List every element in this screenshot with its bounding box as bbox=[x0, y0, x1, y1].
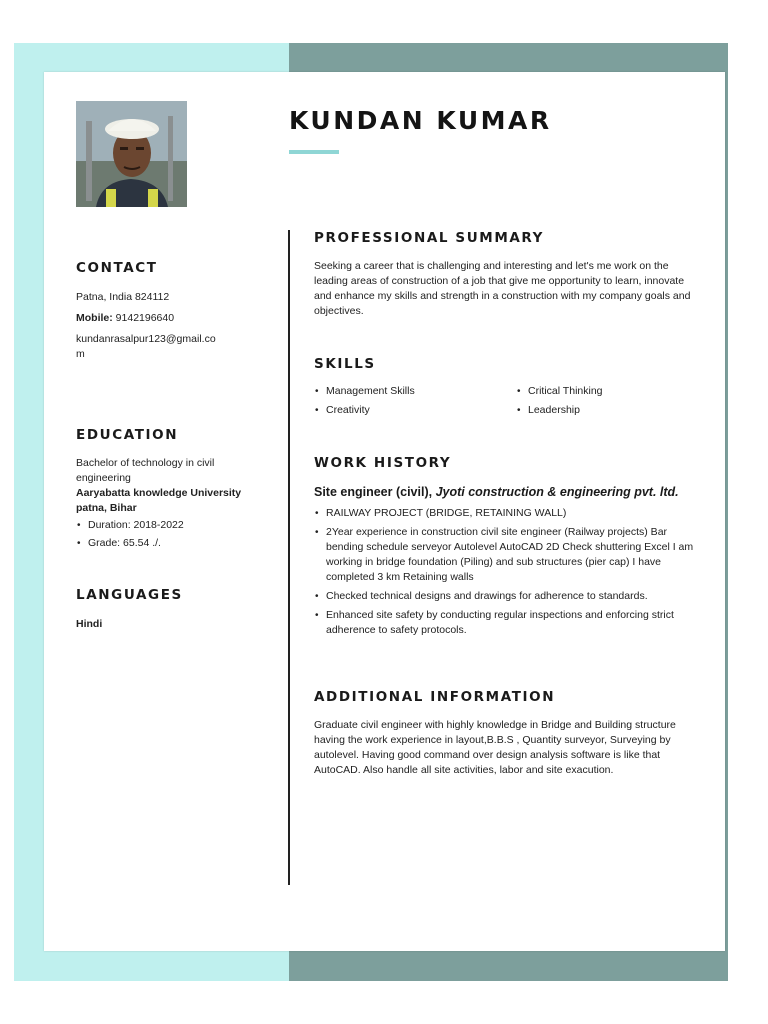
contact-heading: CONTACT bbox=[76, 260, 158, 276]
degree-line-1: Bachelor of technology in civil bbox=[76, 457, 215, 469]
work-bullet: • Checked technical designs and drawings for adherence to standards. bbox=[314, 589, 699, 604]
skill-item: • Leadership bbox=[516, 403, 686, 418]
skill-item: • Management Skills bbox=[314, 384, 516, 399]
skills-heading: SKILLS bbox=[314, 356, 376, 372]
column-divider bbox=[288, 230, 290, 885]
education-location: patna, Bihar bbox=[76, 502, 137, 514]
resume-sheet bbox=[44, 72, 725, 951]
work-history-heading: WORK HISTORY bbox=[314, 455, 452, 471]
candidate-name: KUNDAN KUMAR bbox=[289, 106, 552, 135]
languages-section bbox=[76, 587, 266, 632]
education-university: Aaryabatta knowledge University bbox=[76, 487, 242, 499]
additional-info-text: Graduate civil engineer with highly knowledge in Bridge and Building structure having the work experience in layout,B.B.S , Quantity surveyor, Surveying by autolevel. Having good command over design analysis software is like that AutoCAD. Also handle all site activities, labor and site exacution. bbox=[314, 719, 676, 776]
job-role: Site engineer (civil), bbox=[314, 485, 433, 499]
skills-section bbox=[314, 356, 699, 418]
profile-photo bbox=[76, 101, 187, 207]
contact-mobile bbox=[76, 311, 266, 326]
language-item: Hindi bbox=[76, 618, 103, 630]
education-duration: • Duration: 2018-2022 bbox=[76, 518, 266, 533]
work-bullet: • Enhanced site safety by conducting regular inspections and enforcing strict adherence to safety protocols. bbox=[314, 608, 699, 638]
mobile-number: 9142196640 bbox=[115, 312, 175, 324]
additional-info-section bbox=[314, 689, 699, 778]
mobile-label: Mobile: bbox=[76, 312, 113, 324]
contact-section bbox=[76, 260, 266, 362]
education-degree bbox=[76, 456, 266, 486]
education-section bbox=[76, 427, 266, 551]
additional-info-heading: ADDITIONAL INFORMATION bbox=[314, 689, 556, 705]
summary-section bbox=[314, 230, 699, 319]
skill-item: • Creativity bbox=[314, 403, 516, 418]
work-bullet: • 2Year experience in construction civil site engineer (Railway projects) Bar bending schedule serveyor Autolevel AutoCAD 2D Check shuttering Excel I am working in bridge foundation (Piling) and sub structures (pier cap) I have completed 3 km Retaining walls bbox=[314, 525, 699, 585]
work-history-section bbox=[314, 455, 699, 638]
email-line-2: m bbox=[76, 348, 85, 360]
name-accent-bar bbox=[289, 150, 339, 154]
work-bullets bbox=[314, 506, 699, 638]
summary-text: Seeking a career that is challenging and interesting and let's me work on the leading areas of construction of a job that give me opportunity to learn, innovate and enhance my skills and strength in a construction with my company goals and objectives. bbox=[314, 260, 691, 317]
languages-heading: LANGUAGES bbox=[76, 587, 183, 603]
education-heading: EDUCATION bbox=[76, 427, 179, 443]
skill-item: • Critical Thinking bbox=[516, 384, 686, 399]
summary-heading: PROFESSIONAL SUMMARY bbox=[314, 230, 545, 246]
job-title bbox=[314, 484, 699, 500]
job-company: Jyoti construction & engineering pvt. ltd. bbox=[435, 485, 679, 499]
work-bullet: • RAILWAY PROJECT (BRIDGE, RETAINING WALL) bbox=[314, 506, 699, 521]
education-grade: • Grade: 65.54 ./. bbox=[76, 536, 266, 551]
contact-address: Patna, India 824112 bbox=[76, 291, 170, 303]
email-line-1: kundanrasalpur123@gmail.co bbox=[76, 333, 216, 345]
contact-email bbox=[76, 332, 266, 362]
education-details bbox=[76, 518, 266, 551]
degree-line-2: engineering bbox=[76, 472, 131, 484]
skills-list bbox=[314, 384, 699, 418]
